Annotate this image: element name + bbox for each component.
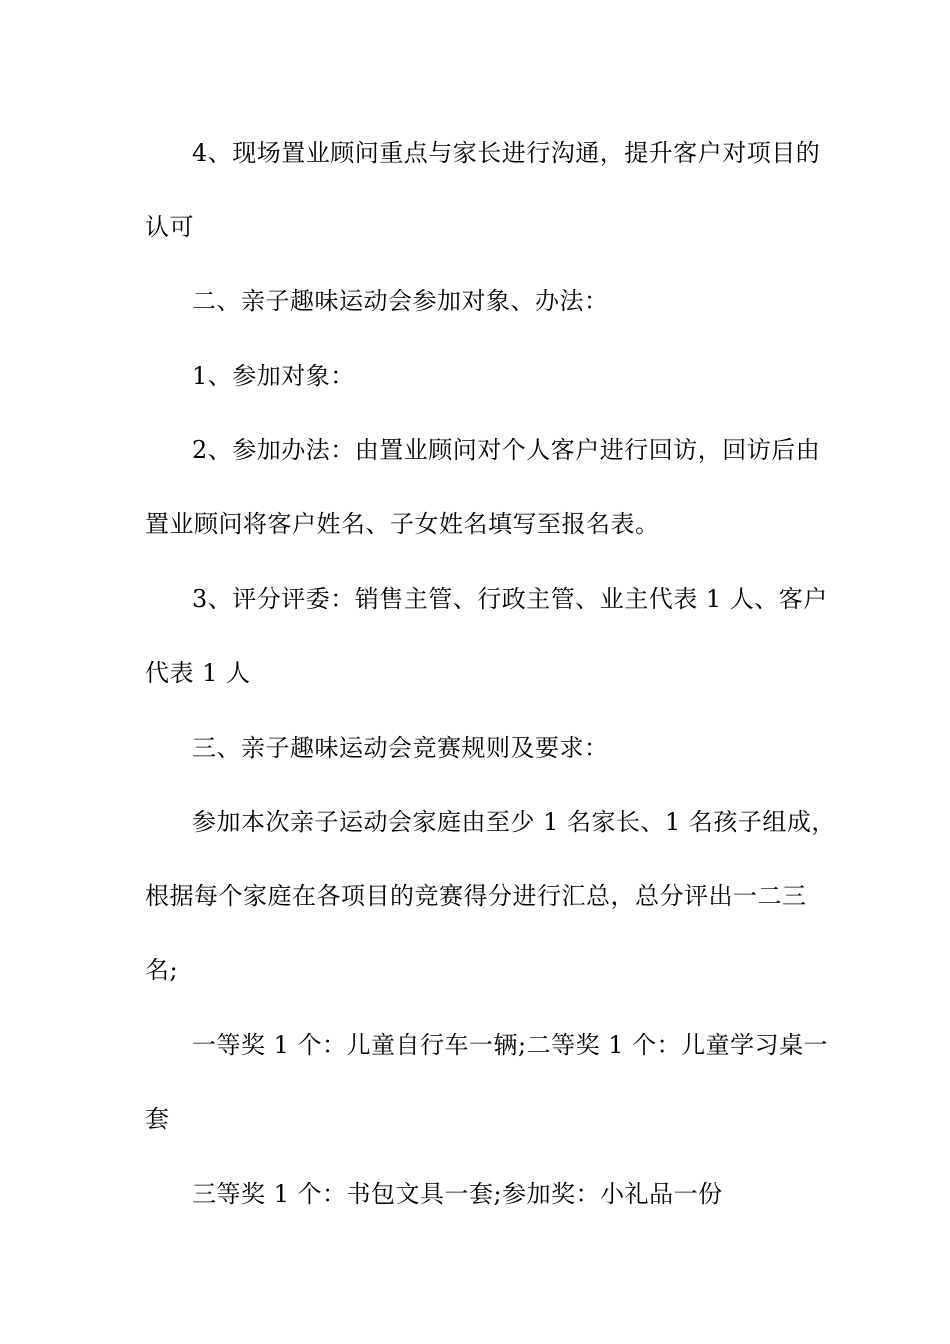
paragraph-line-5: 2、参加办法：由置业顾问对个人客户进行回访，回访后由 [192,436,821,464]
paragraph-line-15: 三等奖 1 个：书包文具一套;参加奖：小礼品一份 [192,1180,723,1208]
paragraph-line-14: 套 [145,1105,170,1133]
paragraph-line-12: 名; [145,956,179,984]
paragraph-line-10: 参加本次亲子运动会家庭由至少 1 名家长、1 名孩子组成， [192,808,836,836]
paragraph-line-6: 置业顾问将客户姓名、子女姓名填写至报名表。 [145,510,660,538]
section-heading-3: 三、亲子趣味运动会竞赛规则及要求： [192,734,609,762]
paragraph-line-2: 认可 [145,213,194,241]
paragraph-line-8: 代表 1 人 [145,659,251,687]
section-heading-2: 二、亲子趣味运动会参加对象、办法： [192,287,609,315]
paragraph-line-4: 1、参加对象： [192,362,355,390]
paragraph-line-13: 一等奖 1 个：儿童自行车一辆;二等奖 1 个：儿童学习桌一 [192,1031,829,1059]
paragraph-line-1: 4、现场置业顾问重点与家长进行沟通，提升客户对项目的 [192,139,821,167]
paragraph-line-7: 3、评分评委：销售主管、行政主管、业主代表 1 人、客户 [192,585,828,613]
paragraph-line-11: 根据每个家庭在各项目的竞赛得分进行汇总，总分评出一二三 [145,882,807,910]
